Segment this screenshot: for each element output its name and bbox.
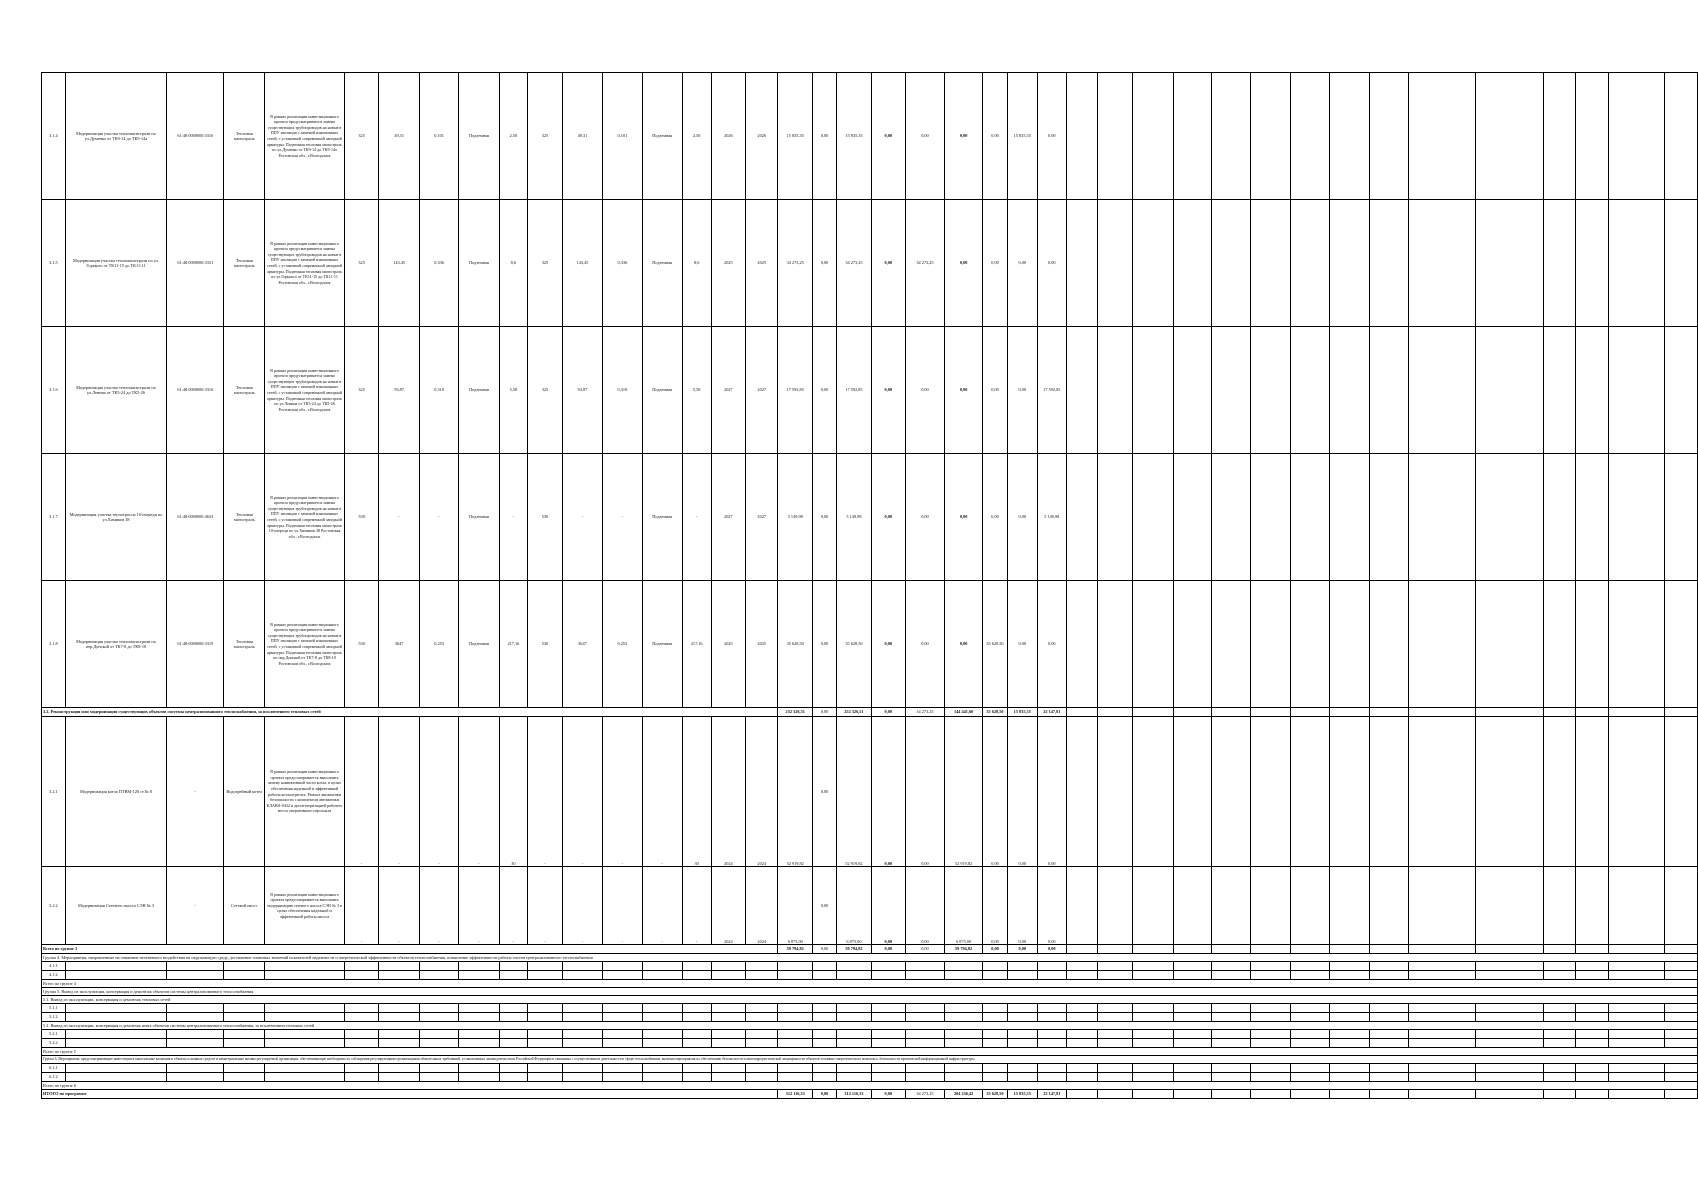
project-description: В рамках реализации инвестиционного проекта предусматривается выполнить модернизацию сетевого насоса СЭН № 3 в целях обеспечения надежной и эффективной работы насоса — [265, 867, 345, 945]
diameter-after: 325 — [528, 327, 563, 454]
group-51-title: 5.1. Вывод из эксплуатации, консервация и демонтаж тепловых сетей — [42, 996, 1698, 1004]
table-row: 3.2.1 Модернизация котла ПТВМ-120 ст.№ 8 - Водогрейный котел В рамках реализации инвестиционного проекта предусматривается выполнить замену конвективной части котла, в целях обеспечения надежной и эффективной работы котлоагрегата. Ремонт автоматики безопасности с комплектом автоматики КЛАВА-0432 и диспетчеризацией рабочего места оперативного персонала - - - - 30 - - - - 30 2024 2024 52 919,82 0,00 52 919,82 0,00 0,00 52 919,82 0,00 0,00 0,00 — [42, 717, 1698, 867]
cost-2025a: 0,00 — [945, 454, 983, 581]
capacity-before: - — [499, 454, 528, 581]
value-before: 0,318 — [419, 327, 458, 454]
subtotal-cost-remaining: 252 326,51 — [836, 708, 871, 717]
group-total-cost-2024: 0,00 — [905, 945, 945, 954]
length-after: 3647 — [562, 581, 602, 708]
value-before: 0,101 — [419, 73, 458, 200]
start-year: 2024 — [711, 867, 746, 945]
subtotal-cost-2027: 22 147,81 — [1037, 708, 1067, 717]
row-number: 3.1.7 — [42, 454, 66, 581]
cost-2023: 0,00 — [871, 454, 905, 581]
object-type: Тепловая магистраль — [224, 454, 265, 581]
laying-type-after: Подземная — [642, 454, 682, 581]
capacity-before: 8,6 — [499, 200, 528, 327]
diameter-after: 325 — [528, 73, 563, 200]
capacity-after: 217,16 — [682, 581, 711, 708]
cost-total: 34 273,25 — [778, 200, 813, 327]
row-number: 5.2.1 — [42, 1030, 66, 1039]
cost-2026: 0,00 — [1007, 454, 1037, 581]
diameter-before: 530 — [344, 581, 379, 708]
group-total-row — [42, 945, 1698, 954]
cost-spent: 0,00 — [813, 717, 837, 867]
investment-program-table-sheet — [41, 72, 1698, 1099]
start-year: 2024 — [711, 717, 746, 867]
cost-2027: 0,00 — [1037, 717, 1067, 867]
end-year: 2027 — [746, 327, 778, 454]
table-row — [42, 200, 1698, 327]
capacity-before: 30 — [499, 717, 528, 867]
row-number: 6.1.1 — [42, 1064, 66, 1073]
cost-2023: 0,00 — [871, 867, 905, 945]
diameter-before: 325 — [344, 73, 379, 200]
grand-total-row — [42, 1090, 1698, 1099]
length-after: 93,87 — [562, 327, 602, 454]
cost-2025a: 6 875,00 — [945, 867, 983, 945]
cost-total: 15 835,35 — [778, 73, 813, 200]
row-number: 5.1.2 — [42, 1013, 66, 1022]
cost-2026: 15 835,35 — [1007, 73, 1037, 200]
laying-type-after: Подземная — [642, 73, 682, 200]
table-row — [42, 1030, 1698, 1039]
diameter-after: 530 — [528, 581, 563, 708]
group-5-total: Всего по группе 5 — [42, 1048, 1698, 1056]
row-number: 4.1.1 — [42, 962, 66, 971]
end-year: 2027 — [746, 454, 778, 581]
table-row — [42, 327, 1698, 454]
project-name: Модернизация Сетевого насоса СЭН № 3 — [65, 867, 166, 945]
cost-2025b: 35 628,50 — [982, 581, 1007, 708]
end-year: 2025 — [746, 581, 778, 708]
cost-2024: 0,00 — [905, 581, 945, 708]
capacity-after: 5,58 — [682, 327, 711, 454]
cadastral-number: - — [167, 717, 224, 867]
group-total-cost-2026: 0,00 — [1007, 945, 1037, 954]
cost-2025b: 0,00 — [982, 327, 1007, 454]
value-after: 0,318 — [603, 327, 642, 454]
value-after: - — [603, 454, 642, 581]
cadastral-number: 61:48:0000000:3319 — [167, 581, 224, 708]
capacity-after: - — [682, 454, 711, 581]
table-row — [42, 1039, 1698, 1048]
grand-total-cost-2025a: 204 236,42 — [945, 1090, 983, 1099]
row-number: 3.1.4 — [42, 73, 66, 200]
cost-2023: 0,00 — [871, 200, 905, 327]
row-number: 3.1.8 — [42, 581, 66, 708]
project-description: В рамках реализации инвестиционного проекта предусматривается выполнить замену конвективной части котла, в целях обеспечения надежной и эффективной работы котлоагрегата. Ремонт автоматики безопасности с комплектом автоматики КЛАВА-0432 и диспетчеризацией рабочего места оперативного персонала — [265, 717, 345, 867]
cost-2024: 0,00 — [905, 454, 945, 581]
length-after: 143,45 — [562, 200, 602, 327]
cost-2024: 0,00 — [905, 717, 945, 867]
project-description: В рамках реализации инвестиционного проекта предусматривается замена существующих трубопроводов на новые в ППУ изоляции с заменой изношенных сетей, с установкой современной запорной арматуры. Подземная тепловая магистраль по ул.Ленина от ТК5-24 до ТК5-26 Ростовская обл., г.Волгодонск — [265, 327, 345, 454]
cost-spent: 0,00 — [813, 200, 837, 327]
cost-2027: 17 592,85 — [1037, 327, 1067, 454]
value-before: 0,253 — [419, 581, 458, 708]
cost-2025b: 0,00 — [982, 717, 1007, 867]
end-year: 2025 — [746, 200, 778, 327]
cost-2027: 0,00 — [1037, 867, 1067, 945]
cost-2025b: 0,00 — [982, 867, 1007, 945]
cost-total: 6 875,00 — [778, 867, 813, 945]
group-total-row — [42, 1082, 1698, 1090]
cost-total: 17 592,85 — [778, 327, 813, 454]
cost-remaining: 35 628,50 — [836, 581, 871, 708]
length-before: 143,45 — [379, 200, 419, 327]
cost-2023: 0,00 — [871, 73, 905, 200]
grand-total-cost-2023: 0,00 — [871, 1090, 905, 1099]
laying-type-before: Подземная — [459, 327, 499, 454]
cost-2027: 0,00 — [1037, 581, 1067, 708]
capacity-after: 2,50 — [682, 73, 711, 200]
cost-remaining: 15 835,35 — [836, 73, 871, 200]
subtotal-cost-2024: 34 273,25 — [905, 708, 945, 717]
cost-2026: 0,00 — [1007, 200, 1037, 327]
subtotal-cost-2025a: 144 441,60 — [945, 708, 983, 717]
object-type: Тепловая магистраль — [224, 581, 265, 708]
cadastral-number: 61:48:0000000:3316 — [167, 73, 224, 200]
cadastral-number: 61:48:0000000:3316 — [167, 327, 224, 454]
cost-2023: 0,00 — [871, 327, 905, 454]
cost-remaining: 5 149,98 — [836, 454, 871, 581]
subtotal-cost-2023: 0,00 — [871, 708, 905, 717]
cost-2027: 5 149,98 — [1037, 454, 1067, 581]
cost-remaining: 34 273,25 — [836, 200, 871, 327]
diameter-after: 530 — [528, 454, 563, 581]
value-after: 0,253 — [603, 581, 642, 708]
end-year: 2026 — [746, 73, 778, 200]
row-number: 3.2.1 — [42, 717, 66, 867]
project-name: Модернизация котла ПТВМ-120 ст.№ 8 — [65, 717, 166, 867]
project-name: Модернизация участка тепломагистрали по ул.Ленина от ТК5-24 до ТК5-26 — [65, 327, 166, 454]
length-before: - — [379, 454, 419, 581]
group-4-total: Всего по группе 4 — [42, 980, 1698, 988]
cost-2025a: 52 919,82 — [945, 717, 983, 867]
grand-total-cost-spent: 0,00 — [813, 1090, 837, 1099]
group-total-cost-2023: 0,00 — [871, 945, 905, 954]
value-before: - — [419, 454, 458, 581]
cost-total: 5 149,98 — [778, 454, 813, 581]
row-number: 5.1.1 — [42, 1004, 66, 1013]
table-row — [42, 454, 1698, 581]
project-description: В рамках реализации инвестиционного проекта предусматривается замена существующих трубопроводов на новые в ППУ изоляции с заменой изношенных сетей, с установкой современной запорной арматуры. Подземная тепловая магистраль по пер.Донской от ТК7-8 до ТК8-10 Ростовская обл., г.Волгодонск — [265, 581, 345, 708]
table-row — [42, 1073, 1698, 1082]
group-title-row — [42, 954, 1698, 962]
group-total-cost-2025b: 0,00 — [982, 945, 1007, 954]
group-title-row — [42, 988, 1698, 996]
grand-total-cost-2027: 22 147,81 — [1037, 1090, 1067, 1099]
capacity-before: 2,50 — [499, 73, 528, 200]
length-after: - — [562, 454, 602, 581]
length-before: 93,87 — [379, 327, 419, 454]
section-title: 3.2. Реконструкция или модернизация существующих объектов системы централизованного теплоснабжения, за исключением тепловых сетей — [42, 708, 778, 717]
cost-2026: 0,00 — [1007, 717, 1037, 867]
length-before: 3647 — [379, 581, 419, 708]
table-row — [42, 1013, 1698, 1022]
subtotal-cost-spent: 0,00 — [813, 708, 837, 717]
end-year: 2024 — [746, 867, 778, 945]
project-name: Модернизация участка тепломагистрали по ул.Думенко от ТК9-14 до ТК9-14а — [65, 73, 166, 200]
table-row: 3.2.2 Модернизация Сетевого насоса СЭН № 3 - Сетевой насос В рамках реализации инвестиционного проекта предусматривается выполнить модернизацию сетевого насоса СЭН № 3 в целях обеспечения надежной и эффективной работы насоса - - - - - - - - - - 2024 2024 6 875,00 0,00 6 875,00 0,00 0,00 6 875,00 0,00 0,00 0,00 — [42, 867, 1698, 945]
grand-total-cost-2024: 34 273,25 — [905, 1090, 945, 1099]
subgroup-title-row — [42, 1022, 1698, 1030]
cost-2025a: 0,00 — [945, 327, 983, 454]
row-number: 3.1.5 — [42, 200, 66, 327]
diameter-before: 325 — [344, 200, 379, 327]
group-total-row — [42, 1048, 1698, 1056]
start-year: 2027 — [711, 327, 746, 454]
length-after: 49,31 — [562, 73, 602, 200]
diameter-before: 530 — [344, 454, 379, 581]
cost-spent: 0,00 — [813, 327, 837, 454]
table-row — [42, 962, 1698, 971]
capacity-after: 30 — [682, 717, 711, 867]
cost-spent: 0,00 — [813, 581, 837, 708]
cost-2023: 0,00 — [871, 581, 905, 708]
group-6-title: Группа 6. Мероприятия, предусматривающие инвестиции в капитальные вложения в объекты основных средств и нематериальные активы регулируемой организации, обеспечивающие необходимость соблюдения регулирующими организациями обязательных требований, установленных законодательством Российской Федерации и связанных с осуществлением деятельности в сфере теплоснабжения, включая мероприятия по обеспечению безопасности и антитеррористической защищенности объектов топливно-энергетического комплекса, безопасности критической информационной инфраструктуры — [42, 1056, 1698, 1064]
capacity-after: 8,6 — [682, 200, 711, 327]
cost-2026: 0,00 — [1007, 581, 1037, 708]
group-6-total: Всего по группе 6 — [42, 1082, 1698, 1090]
cost-2024: 0,00 — [905, 327, 945, 454]
subgroup-title-row — [42, 996, 1698, 1004]
group-total-cost-total: 59 794,82 — [778, 945, 813, 954]
laying-type-before: Подземная — [459, 454, 499, 581]
value-after: 0,101 — [603, 73, 642, 200]
cost-2025a: 0,00 — [945, 200, 983, 327]
row-number: 3.1.6 — [42, 327, 66, 454]
section-subtotal-row — [42, 708, 1698, 717]
end-year: 2024 — [746, 717, 778, 867]
cost-2025b: 0,00 — [982, 200, 1007, 327]
table-row — [42, 581, 1698, 708]
subtotal-cost-total: 252 326,51 — [778, 708, 813, 717]
length-before: 49,31 — [379, 73, 419, 200]
cost-2025b: 0,00 — [982, 454, 1007, 581]
cost-total: 35 628,50 — [778, 581, 813, 708]
diameter-after: 325 — [528, 200, 563, 327]
project-description: В рамках реализации инвестиционного проекта предусматривается замена существующих трубопроводов на новые в ППУ изоляции с заменой изношенных сетей, с установкой современной запорной арматуры. Подземная тепловая магистраль по ул.Горького от ТК11-15 до ТК11-11 Ростовская обл., г.Волгодонск — [265, 200, 345, 327]
group-total-cost-remaining: 59 794,82 — [836, 945, 871, 954]
grand-total-cost-2026: 15 835,35 — [1007, 1090, 1037, 1099]
laying-type-after: Подземная — [642, 200, 682, 327]
cost-remaining: 17 592,85 — [836, 327, 871, 454]
capacity-before: 5,58 — [499, 327, 528, 454]
cost-remaining: 6 875,00 — [836, 867, 871, 945]
group-total-cost-2027: 0,00 — [1037, 945, 1067, 954]
cadastral-number: - — [167, 867, 224, 945]
cost-spent: 0,00 — [813, 867, 837, 945]
start-year: 2026 — [711, 73, 746, 200]
laying-type-before: Подземная — [459, 200, 499, 327]
group-52-title: 5.2. Вывод из эксплуатации, консервация и демонтаж иных объектов системы централизованного теплоснабжения, за исключением тепловых сетей — [42, 1022, 1698, 1030]
cost-2023: 0,00 — [871, 717, 905, 867]
object-type: Водогрейный котел — [224, 717, 265, 867]
diameter-before: 325 — [344, 327, 379, 454]
investment-program-table — [41, 72, 1698, 1099]
project-description: В рамках реализации инвестиционного проекта предусматривается замена существующих трубопроводов на новые в ППУ изоляции с заменой изношенных сетей, с установкой современной запорной арматуры. Подземная тепловая магистраль по ул.Думенко от ТК9-14 до ТК9-14а Ростовская обл., г.Волгодонск — [265, 73, 345, 200]
group-title-row — [42, 1056, 1698, 1064]
cost-remaining: 52 919,82 — [836, 717, 871, 867]
cost-spent: 0,00 — [813, 454, 837, 581]
object-type: Тепловая магистраль — [224, 200, 265, 327]
capacity-before: 217,16 — [499, 581, 528, 708]
table-row — [42, 73, 1698, 200]
project-name: Модернизация участка тепломагистрали по пер.Донской от ТК7-8 до ТК8-10 — [65, 581, 166, 708]
cost-2026: 0,00 — [1007, 327, 1037, 454]
cost-2025b: 0,00 — [982, 73, 1007, 200]
row-number: 4.1.2 — [42, 971, 66, 980]
row-number: 3.2.2 — [42, 867, 66, 945]
cost-2024: 34 273,25 — [905, 200, 945, 327]
cost-2027: 0,00 — [1037, 73, 1067, 200]
table-row — [42, 1004, 1698, 1013]
project-description: В рамках реализации инвестиционного проекта предусматривается замена существующих трубопроводов на новые в ППУ изоляции с заменой изношенных сетей, с установкой современной запорной арматуры. Подземная тепловая магистраль 10-очереди по ул.Химиков 38 Ростовская обл., г.Волгодонск — [265, 454, 345, 581]
table-row — [42, 971, 1698, 980]
cadastral-number: 61:48:0000000:3331 — [167, 200, 224, 327]
group-4-title: Группа 4. Мероприятия, направленные на снижение негативного воздействия на окружающую среду, достижение плановых значений показателей надежности и энергетической эффективности объектов теплоснабжения, повышение эффективности работы систем централизованного теплоснабжения — [42, 954, 1698, 962]
grand-total-label: ИТОГО по программе — [42, 1090, 778, 1099]
project-name: Модернизация участка тепломагистрали по ул. Горького от ТК11-15 до ТК11-11 — [65, 200, 166, 327]
value-after: 0,336 — [603, 200, 642, 327]
object-type: Тепловая магистраль — [224, 73, 265, 200]
start-year: 2025 — [711, 200, 746, 327]
group-5-title: Группа 5. Вывод из эксплуатации, консервация и демонтаж объектов системы централизованного теплоснабжения — [42, 988, 1698, 996]
grand-total-cost-remaining: 312 116,33 — [836, 1090, 871, 1099]
value-before: 0,336 — [419, 200, 458, 327]
object-type: Тепловая магистраль — [224, 327, 265, 454]
group-total-row — [42, 980, 1698, 988]
subtotal-cost-2026: 15 835,35 — [1007, 708, 1037, 717]
cost-2027: 0,00 — [1037, 200, 1067, 327]
cost-total: 52 919,82 — [778, 717, 813, 867]
group-total-cost-2025a: 59 794,82 — [945, 945, 983, 954]
cost-2025a: 0,00 — [945, 581, 983, 708]
laying-type-before: Подземная — [459, 73, 499, 200]
start-year: 2027 — [711, 454, 746, 581]
cost-2024: 0,00 — [905, 867, 945, 945]
group-total-cost-spent: 0,00 — [813, 945, 837, 954]
cost-2026: 0,00 — [1007, 867, 1037, 945]
grand-total-cost-total: 312 116,33 — [778, 1090, 813, 1099]
row-number: 5.2.2 — [42, 1039, 66, 1048]
project-name: Модернизация участка теплотрассы 10-очереди по ул.Химиков 38 — [65, 454, 166, 581]
cadastral-number: 61:48:0000000:4633 — [167, 454, 224, 581]
object-type: Сетевой насос — [224, 867, 265, 945]
cost-2025a: 0,00 — [945, 73, 983, 200]
laying-type-after: Подземная — [642, 327, 682, 454]
laying-type-before: Подземная — [459, 581, 499, 708]
grand-total-cost-2025b: 35 628,50 — [982, 1090, 1007, 1099]
row-number: 6.1.2 — [42, 1073, 66, 1082]
cost-2024: 0,00 — [905, 73, 945, 200]
table-row — [42, 1064, 1698, 1073]
laying-type-after: Подземная — [642, 581, 682, 708]
cost-spent: 0,00 — [813, 73, 837, 200]
start-year: 2025 — [711, 581, 746, 708]
subtotal-cost-2025b: 35 628,50 — [982, 708, 1007, 717]
group-total-label: Всего по группе 3 — [42, 945, 778, 954]
